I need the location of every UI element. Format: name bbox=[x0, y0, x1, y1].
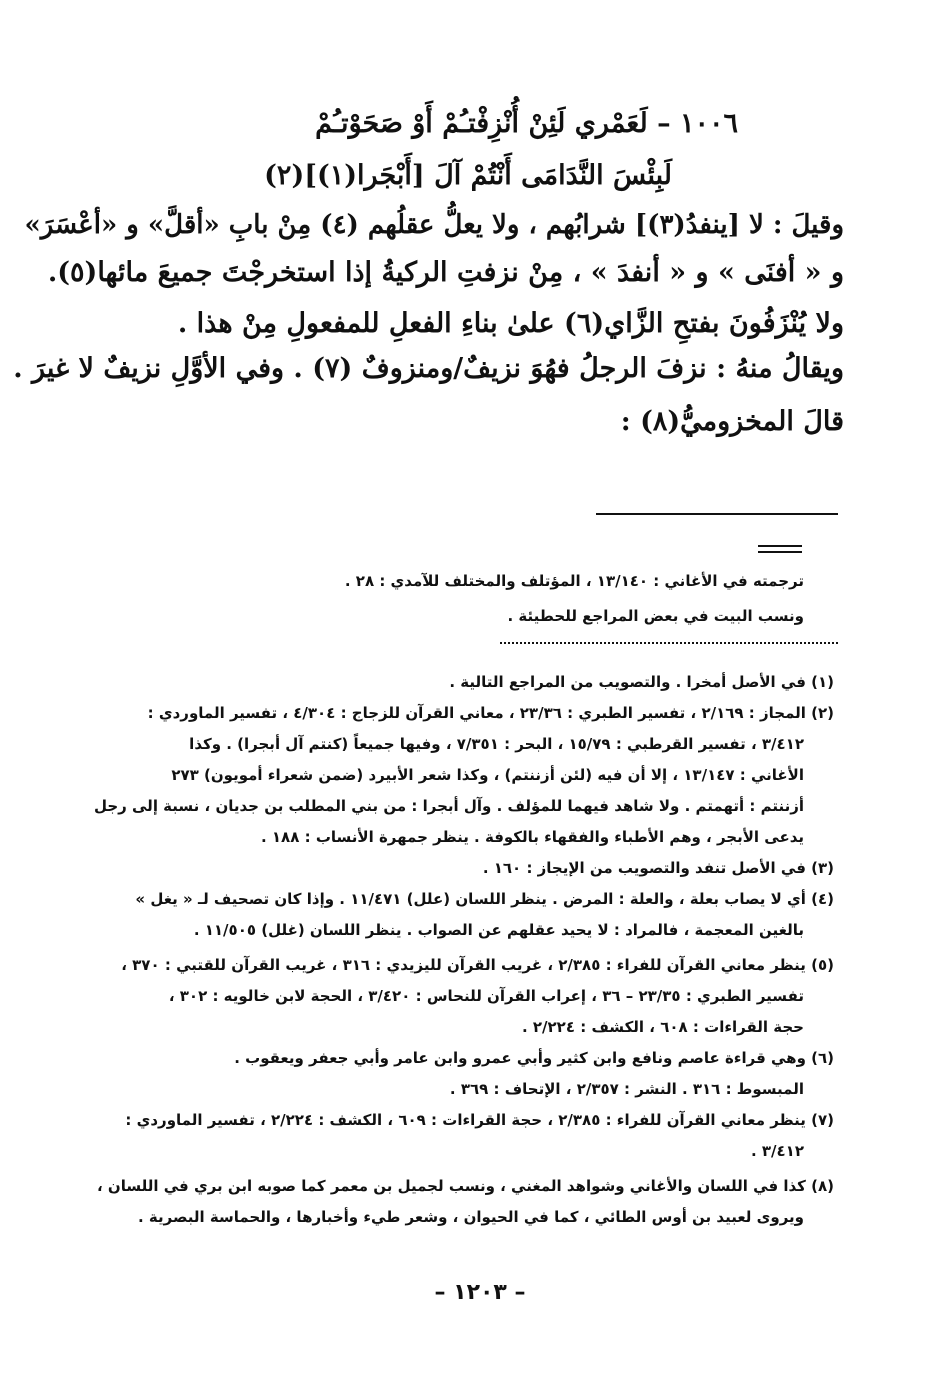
footnote-separator bbox=[596, 513, 838, 515]
footnote-line: (٦) وهي قراءة عاصم ونافع وابن كثير وأبي عمرو وابن عامر وأبي جعفر ويعقوب . bbox=[234, 1049, 834, 1067]
commentary-line-5: قالَ المخزوميُّ(٨) : bbox=[620, 406, 844, 437]
footnote-line: المبسوط : ٣١٦ . النشر : ٢/٣٥٧ ، الإتحاف : ٣٦٩ . bbox=[449, 1080, 804, 1098]
commentary-line-2: و « أفنَى » و « أنفدَ » ، مِنْ نزفتِ الركيةُ إذا استخرجْتَ جميعَ مائها(٥). bbox=[47, 257, 844, 288]
page-number: – ١٢٠٣ – bbox=[434, 1280, 526, 1305]
footnote-line: بالغين المعجمة ، فالمراد : لا يحيد عقلهم عن الصواب . ينظر اللسان (غلل) ١١/٥٠٥ . bbox=[193, 921, 804, 939]
footnote-line: أزننتم : أتهمتم . ولا شاهد فيهما للمؤلف . وآل أبجرا : من بني المطلب بن جديان ، نسبة إلى رجل bbox=[93, 797, 804, 815]
commentary-line-1: وقيلَ : لا [ينفدُ(٣)] شرابُهم ، ولا يعلُّ عقلُهم (٤) مِنْ بابِ «أقلَّ» و «أعْسَرَ» bbox=[24, 210, 844, 240]
footnote-line: (٤) أي لا يصاب بعلة ، والعلة : المرض . ينظر اللسان (علل) ١١/٤٧١ . وإذا كان تصحيف لـ « يغل » bbox=[135, 890, 834, 908]
footnote-line: (٧) ينظر معاني القرآن للفراء : ٢/٣٨٥ ، حجة القراءات : ٦٠٩ ، الكشف : ٢/٢٢٤ ، تفسير الماوردي : bbox=[125, 1111, 834, 1129]
footnote-line: (٥) ينظر معاني القرآن للفراء : ٢/٣٨٥ ، غريب القرآن لليزيدي : ٣١٦ ، غريب القرآن للقتبي : ٣٧٠ ، bbox=[121, 956, 834, 974]
verse-line-1: ١٠٠٦ – لَعَمْري لَئِنْ أُنْزِفْتـُمْ أَوْ صَحَوْتـُمْ bbox=[315, 108, 738, 139]
footnote-line: (٢) المجاز : ٢/١٦٩ ، تفسير الطبري : ٢٣/٣٦ ، معاني القرآن للزجاج : ٤/٣٠٤ ، تفسير الماوردي : bbox=[147, 704, 834, 722]
footnote-line: الأغاني : ١٣/١٤٧ ، إلا أن فيه (لئن أزننتم) ، وكذا شعر الأبيرد (ضمن شعراء أمويون) ٢٧٣ bbox=[171, 766, 804, 784]
footnote-line: (٣) في الأصل تنفد والتصويب من الإيجاز : ١٦٠ . bbox=[482, 859, 834, 877]
footnote-line: ٣/٤١٢ . bbox=[750, 1142, 804, 1160]
note-marker bbox=[758, 545, 802, 557]
verse-line-2: لَبِئْسَ النَّدَامَى أَنْتُمْ آلَ [أَبْجَرا(١)](٢) bbox=[264, 160, 672, 191]
commentary-line-4: ويقالُ منهُ : نزفَ الرجلُ فهُوَ نزيفٌ/ومنزوفٌ (٧) . وفي الأوَّلِ نزيفٌ لا غيرَ . bbox=[13, 353, 844, 384]
preface-note-2: ونسب البيت في بعض المراجع للحطيئة . bbox=[507, 607, 804, 625]
footnote-line: (٨) كذا في اللسان والأغاني وشواهد المغني ، ونسب لجميل بن معمر كما صوبه ابن بري في اللسان ، bbox=[97, 1177, 834, 1195]
footnote-line: يدعى الأبجر ، وهم الأطباء والفقهاء بالكوفة . ينظر جمهرة الأنساب : ١٨٨ . bbox=[260, 828, 804, 846]
commentary-line-3: ولا يُنْزَفُونَ بفتحِ الزَّاي(٦) علىٰ بناءِ الفعلِ للمفعولِ مِنْ هذا . bbox=[177, 308, 844, 339]
footnote-line: تفسير الطبري : ٢٣/٣٥ – ٣٦ ، إعراب القرآن للنحاس : ٣/٤٢٠ ، الحجة لابن خالويه : ٣٠٢ ، bbox=[168, 987, 804, 1005]
footnote-line: ويروى لعبيد بن أوس الطائي ، كما في الحيوان ، وشعر طيء وأخبارها ، والحماسة البصرية . bbox=[137, 1208, 804, 1226]
footnote-line: ٣/٤١٢ ، تفسير القرطبي : ١٥/٧٩ ، البحر : ٧/٣٥١ ، وفيها جميعاً (كنتم آل أبجرا) . وكذا bbox=[189, 735, 804, 753]
footnote-line: حجة القراءات : ٦٠٨ ، الكشف : ٢/٢٢٤ . bbox=[521, 1018, 804, 1036]
preface-note-1: ترجمته في الأغاني : ١٣/١٤٠ ، المؤتلف والمختلف للآمدي : ٢٨ . bbox=[344, 572, 804, 590]
footnote-line: (١) في الأصل أمخرا . والتصويب من المراجع التالية . bbox=[449, 673, 834, 691]
dotted-separator bbox=[500, 642, 838, 644]
